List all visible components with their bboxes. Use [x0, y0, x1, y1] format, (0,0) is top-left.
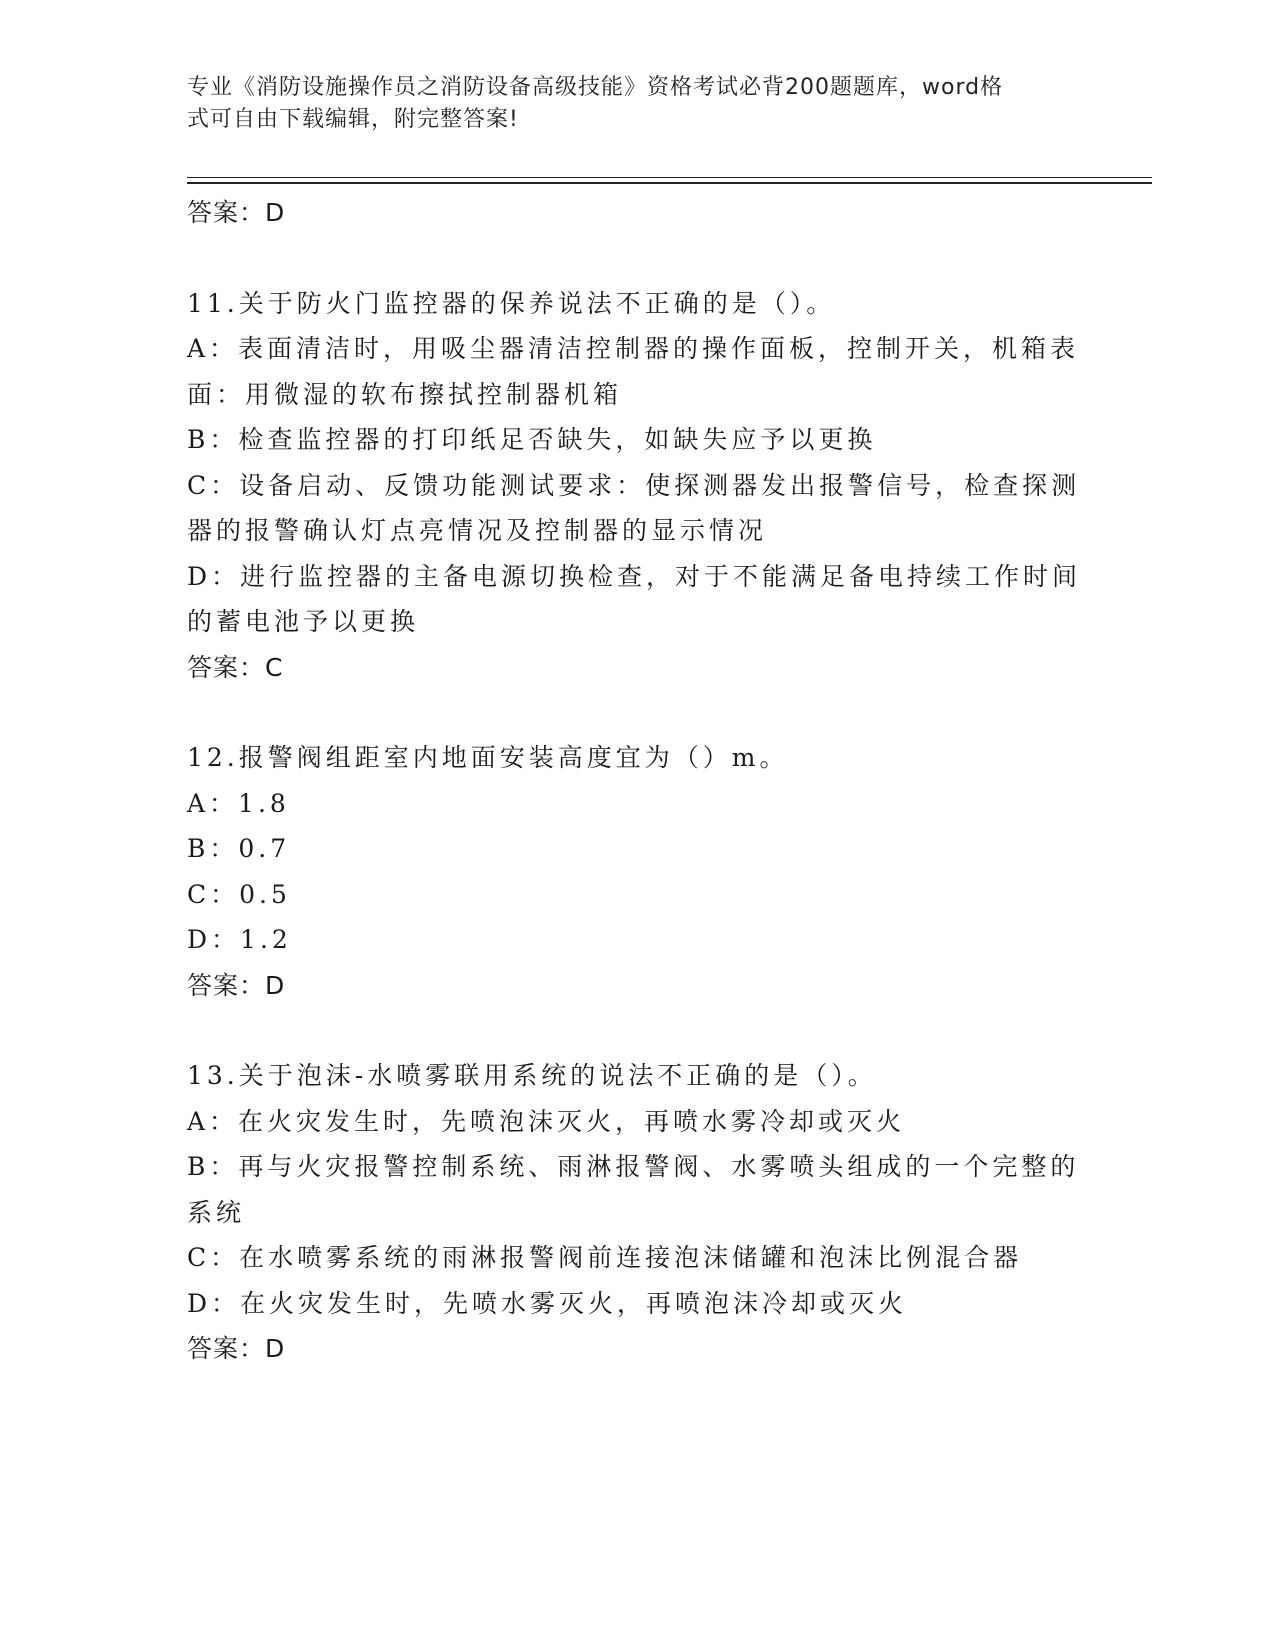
option-c: C：在水喷雾系统的雨淋报警阀前连接泡沫储罐和泡沫比例混合器 — [187, 1243, 1023, 1272]
spacer — [187, 1008, 1087, 1053]
header-divider-thin — [187, 177, 1152, 178]
option-a-continued: 面：用微湿的软布擦拭控制器机箱 — [187, 379, 623, 409]
option-b: B：0.7 — [187, 834, 291, 863]
option-a: A：表面清洁时，用吸尘器清洁控制器的操作面板，控制开关，机箱表 — [187, 334, 1080, 363]
option-b: B：再与火灾报警控制系统、雨淋报警阀、水雾喷头组成的一个完整的 — [187, 1152, 1080, 1181]
spacer — [187, 690, 1087, 735]
document-header — [187, 72, 1087, 136]
option-d-continued: 的蓄电池予以更换 — [187, 607, 420, 636]
header-divider-thick — [187, 182, 1152, 184]
answer-q10: 答案：D — [187, 198, 286, 227]
document-body — [187, 190, 1087, 1372]
answer: 答案：D — [187, 1334, 286, 1363]
header-line-1: 专业《消防设施操作员之消防设备高级技能》资格考试必背200题题库，word格 — [187, 75, 1004, 100]
option-c: C：设备启动、反馈功能测试要求：使探测器发出报警信号，检查探测 — [187, 470, 1081, 500]
option-b: B：检查监控器的打印纸足否缺失，如缺失应予以更换 — [187, 425, 877, 454]
option-d: D：在火灾发生时，先喷水雾灭火，再喷泡沫冷却或灭火 — [187, 1288, 908, 1318]
header-line-2: 式可自由下载编辑，附完整答案! — [187, 107, 519, 132]
spacer — [187, 236, 1087, 281]
option-c-continued: 器的报警确认灯点亮情况及控制器的显示情况 — [187, 516, 768, 545]
option-c: C：0.5 — [187, 879, 291, 909]
option-a: A：1.8 — [187, 788, 290, 818]
question-stem: 11.关于防火门监控器的保养说法不正确的是（）。 — [187, 288, 836, 318]
question-12 — [187, 735, 1087, 1008]
option-b-continued: 系统 — [187, 1197, 246, 1227]
answer: 答案：D — [187, 970, 286, 1000]
question-13 — [187, 1053, 1087, 1372]
option-d: D：1.2 — [187, 925, 292, 954]
option-d: D：进行监控器的主备电源切换检查，对于不能满足备电持续工作时间 — [187, 561, 1082, 591]
option-a: A：在火灾发生时，先喷泡沫灭火，再喷水雾冷却或灭火 — [187, 1106, 906, 1136]
answer: 答案：C — [187, 652, 284, 682]
question-stem: 12.报警阀组距室内地面安装高度宜为（）m。 — [187, 743, 789, 772]
question-11 — [187, 281, 1087, 691]
question-stem: 13.关于泡沫-水喷雾联用系统的说法不正确的是（）。 — [187, 1061, 877, 1090]
